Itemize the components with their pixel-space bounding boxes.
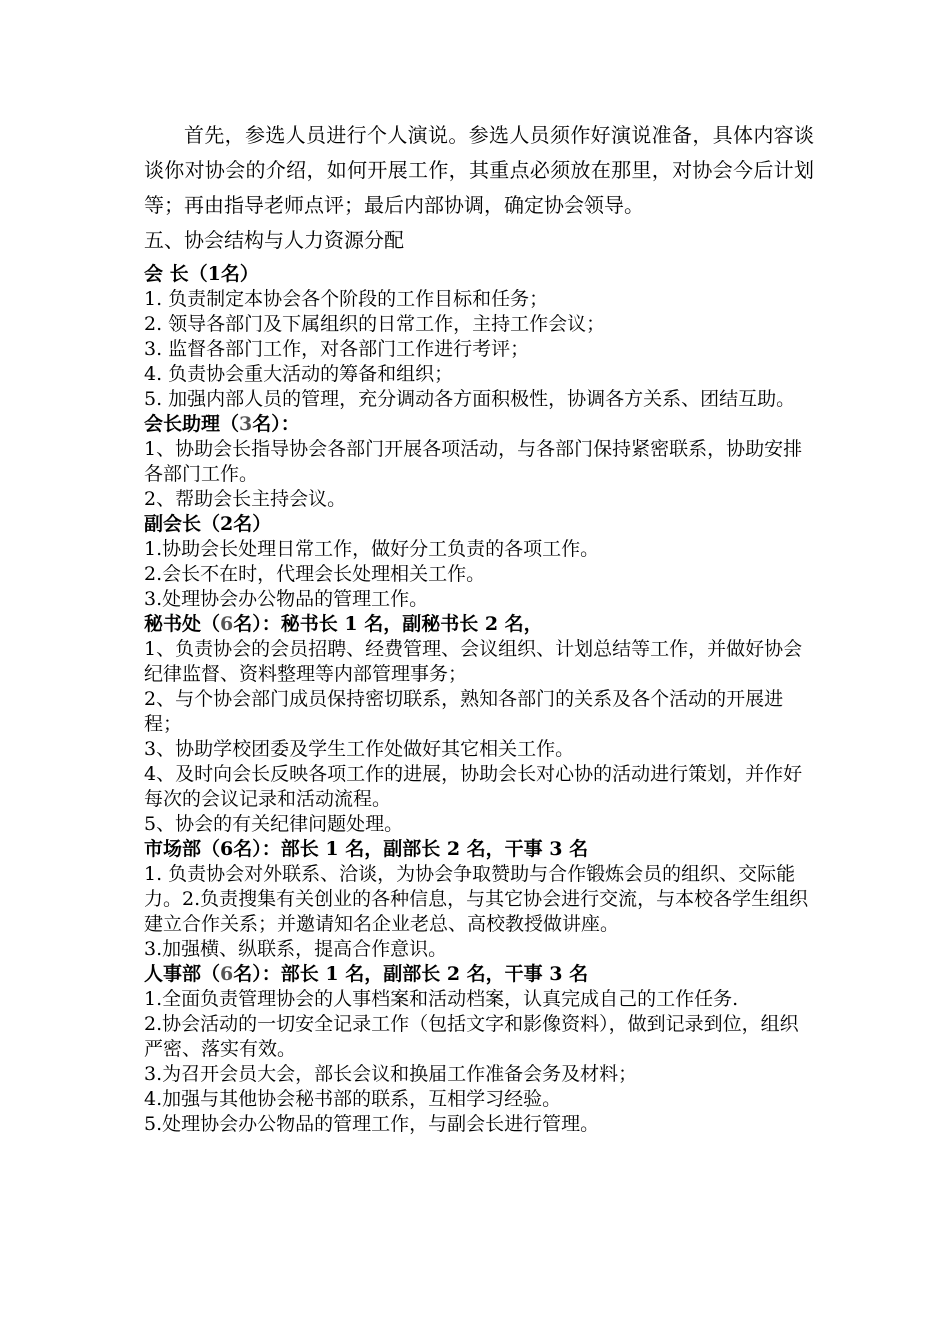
assistant-heading-text-a: 会长助理（ — [144, 413, 240, 435]
hr-heading-text-a: 人事部（ — [144, 963, 221, 985]
market-heading-text-a: 市场部（ — [144, 838, 221, 860]
president-heading-text-a: 会 长（ — [144, 263, 208, 285]
president-item-5: 5. 加强内部人员的管理，充分调动各方面积极性，协调各方关系、团结互助。 — [144, 388, 796, 410]
document-page — [144, 118, 814, 1137]
secretariat-heading-text-b: 名）：秘书长 1 名，副秘书长 2 名， — [233, 613, 543, 635]
market-item-2: 3.加强横、纵联系，提高合作意识。 — [144, 938, 448, 960]
vice-heading — [144, 512, 814, 537]
president-item-4: 4. 负责协会重大活动的筹备和组织； — [144, 363, 454, 385]
secretariat-item-5: 5、协会的有关纪律问题处理。 — [144, 813, 404, 835]
secretariat-item-4: 4、及时向会长反映各项工作的进展，协助会长对心协的活动进行策划，并作好每次的会议记录和活动流程。 — [144, 763, 803, 810]
president-heading — [144, 262, 814, 287]
assistant-item-1: 1、协助会长指导协会各部门开展各项活动，与各部门保持紧密联系，协助安排各部门工作。 — [144, 438, 803, 485]
secretariat-heading-text-a: 秘书处（ — [144, 613, 221, 635]
section-heading: 五、协会结构与人力资源分配 — [144, 228, 404, 252]
hr-heading — [144, 962, 814, 987]
market-heading-text-b: 名）：部长 1 名，副部长 2 名，干事 3 名 — [233, 838, 589, 860]
hr-item-5: 5.处理协会办公物品的管理工作，与副会长进行管理。 — [144, 1113, 600, 1135]
assistant-count: 3 — [239, 413, 253, 435]
secretariat-item-3: 3、协助学校团委及学生工作处做好其它相关工作。 — [144, 738, 575, 760]
vice-heading-text-a: 副会长（ — [144, 513, 221, 535]
hr-count: 6 — [220, 963, 234, 985]
vice-heading-text-b: 名） — [233, 513, 272, 535]
president-heading-text-b: 名） — [220, 263, 259, 285]
hr-item-2: 2.协会活动的一切安全记录工作（包括文字和影像资料），做到记录到位，组织严密、落实有效。 — [144, 1013, 799, 1060]
hr-item-4: 4.加强与其他协会秘书部的联系，互相学习经验。 — [144, 1088, 562, 1110]
president-item-1: 1. 负责制定本协会各个阶段的工作目标和任务； — [144, 288, 549, 310]
vice-item-3: 3.处理协会办公物品的管理工作。 — [144, 588, 429, 610]
president-item-2: 2. 领导各部门及下属组织的日常工作，主持工作会议； — [144, 313, 606, 335]
market-item-1: 1. 负责协会对外联系、洽谈，为协会争取赞助与合作锻炼会员的组织、交际能力。2.负责搜集有关创业的各种信息，与其它协会进行交流，与本校各学生组织建立合作关系；并邀请知名企业老总、高校教授做讲座。 — [144, 863, 809, 935]
hr-item-1: 1.全面负责管理协会的人事档案和活动档案，认真完成自己的工作任务. — [144, 988, 739, 1010]
president-item-3: 3. 监督各部门工作，对各部门工作进行考评； — [144, 338, 530, 360]
vice-item-2: 2.会长不在时，代理会长处理相关工作。 — [144, 563, 486, 585]
secretariat-item-2: 2、与个协会部门成员保持密切联系，熟知各部门的关系及各个活动的开展进程； — [144, 688, 784, 735]
assistant-heading — [144, 412, 814, 437]
assistant-item-2: 2、帮助会长主持会议。 — [144, 488, 347, 510]
president-count: 1 — [207, 263, 221, 285]
hr-item-3: 3.为召开会员大会，部长会议和换届工作准备会务及材料； — [144, 1063, 638, 1085]
secretariat-count: 6 — [220, 613, 234, 635]
vice-count: 2 — [220, 513, 234, 535]
secretariat-item-1: 1、负责协会的会员招聘、经费管理、会议组织、计划总结等工作，并做好协会纪律监督、资料整理等内部管理事务； — [144, 638, 803, 685]
hr-heading-text-b: 名）：部长 1 名，副部长 2 名，干事 3 名 — [233, 963, 589, 985]
assistant-heading-text-b: 名）： — [252, 413, 300, 435]
market-count: 6 — [220, 838, 234, 860]
market-heading — [144, 837, 814, 862]
vice-item-1: 1.协助会长处理日常工作，做好分工负责的各项工作。 — [144, 538, 600, 560]
secretariat-heading — [144, 612, 814, 637]
intro-paragraph: 首先，参选人员进行个人演说。参选人员须作好演说准备，具体内容谈谈你对协会的介绍，如何开展工作，其重点必须放在那里，对协会今后计划等；再由指导老师点评；最后内部协调，确定协会领导。 — [144, 123, 814, 217]
